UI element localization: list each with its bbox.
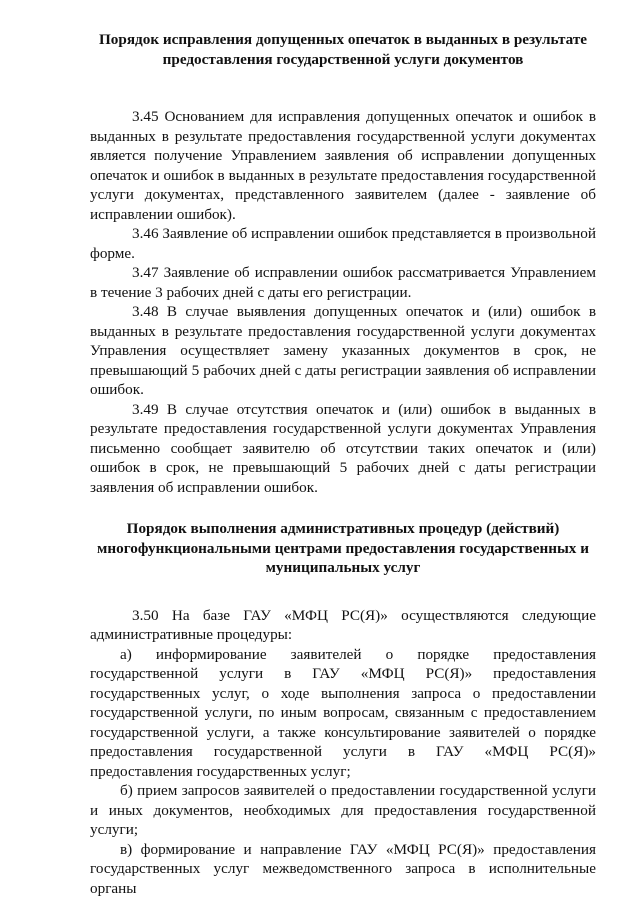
list-item-v: в) формирование и направление ГАУ «МФЦ РС(Я)» предоставления государственных услуг межведомственного запроса в исполнительные органы xyxy=(90,840,596,897)
list-item-b: б) прием запросов заявителей о предоставлении государственной услуги и иных документов, необходимых для предоставления государственной услуги; xyxy=(90,782,596,838)
paragraph-3-45: 3.45 Основанием для исправления допущенных опечаток и ошибок в выданных в результате предоставления государственной услуги документах является получение Управлением заявления об исправлении допущенных опечаток и ошибок в выданных в результате предоставления государственной услуги документах, представленного заявителем (далее - заявление об исправлении ошибок). xyxy=(90,108,596,223)
paragraph-3-47: 3.47 Заявление об исправлении ошибок рассматривается Управлением в течение 3 рабочих дней с даты его регистрации. xyxy=(90,264,596,301)
list-item-a: а) информирование заявителей о порядке предоставления государственной услуги в ГАУ «МФЦ РС(Я)» предоставления государственных услуг, о ходе выполнения запроса о предоставлении государственной услуги, по иным вопросам, связанным с предоставлением государственной услуги, а также консультирование заявителей о порядке предоставления государственной услуги в ГАУ «МФЦ РС(Я)» предоставления государственных услуг; xyxy=(90,645,596,780)
paragraph-3-48: 3.48 В случае выявления допущенных опечаток и (или) ошибок в выданных в результате предоставления государственной услуги документах Управления осуществляет замену указанных документов в срок, не превышающий 5 рабочих дней с даты регистрации заявления об исправлении ошибок. xyxy=(90,303,596,398)
heading-line: Порядок выполнения административных процедур (действий) xyxy=(126,520,560,537)
section-heading-mfc xyxy=(90,519,596,578)
paragraph-3-49: 3.49 В случае отсутствия опечаток и (или) ошибок в выданных в результате предоставления государственной услуги документах Управления письменно сообщает заявителю об отсутствии таких опечаток и (или) ошибок в срок, не превышающий 5 рабочих дней с даты регистрации заявления об исправлении ошибок. xyxy=(90,400,596,496)
section-body-corrections xyxy=(90,107,596,497)
heading-line: Порядок исправления допущенных опечаток в выданных в результате xyxy=(98,31,588,48)
heading-line: предоставления государственной услуги документов xyxy=(162,50,524,68)
heading-line: многофункциональными центрами предоставления государственных и xyxy=(97,539,589,557)
section-body-mfc xyxy=(90,606,596,899)
paragraph-3-46: 3.46 Заявление об исправлении ошибок представляется в произвольной форме. xyxy=(90,225,596,262)
section-heading-corrections xyxy=(90,30,596,69)
document-page xyxy=(90,30,596,898)
heading-line: муниципальных услуг xyxy=(265,559,421,576)
paragraph-3-50: 3.50 На базе ГАУ «МФЦ РС(Я)» осуществляются следующие административные процедуры: xyxy=(90,606,596,643)
